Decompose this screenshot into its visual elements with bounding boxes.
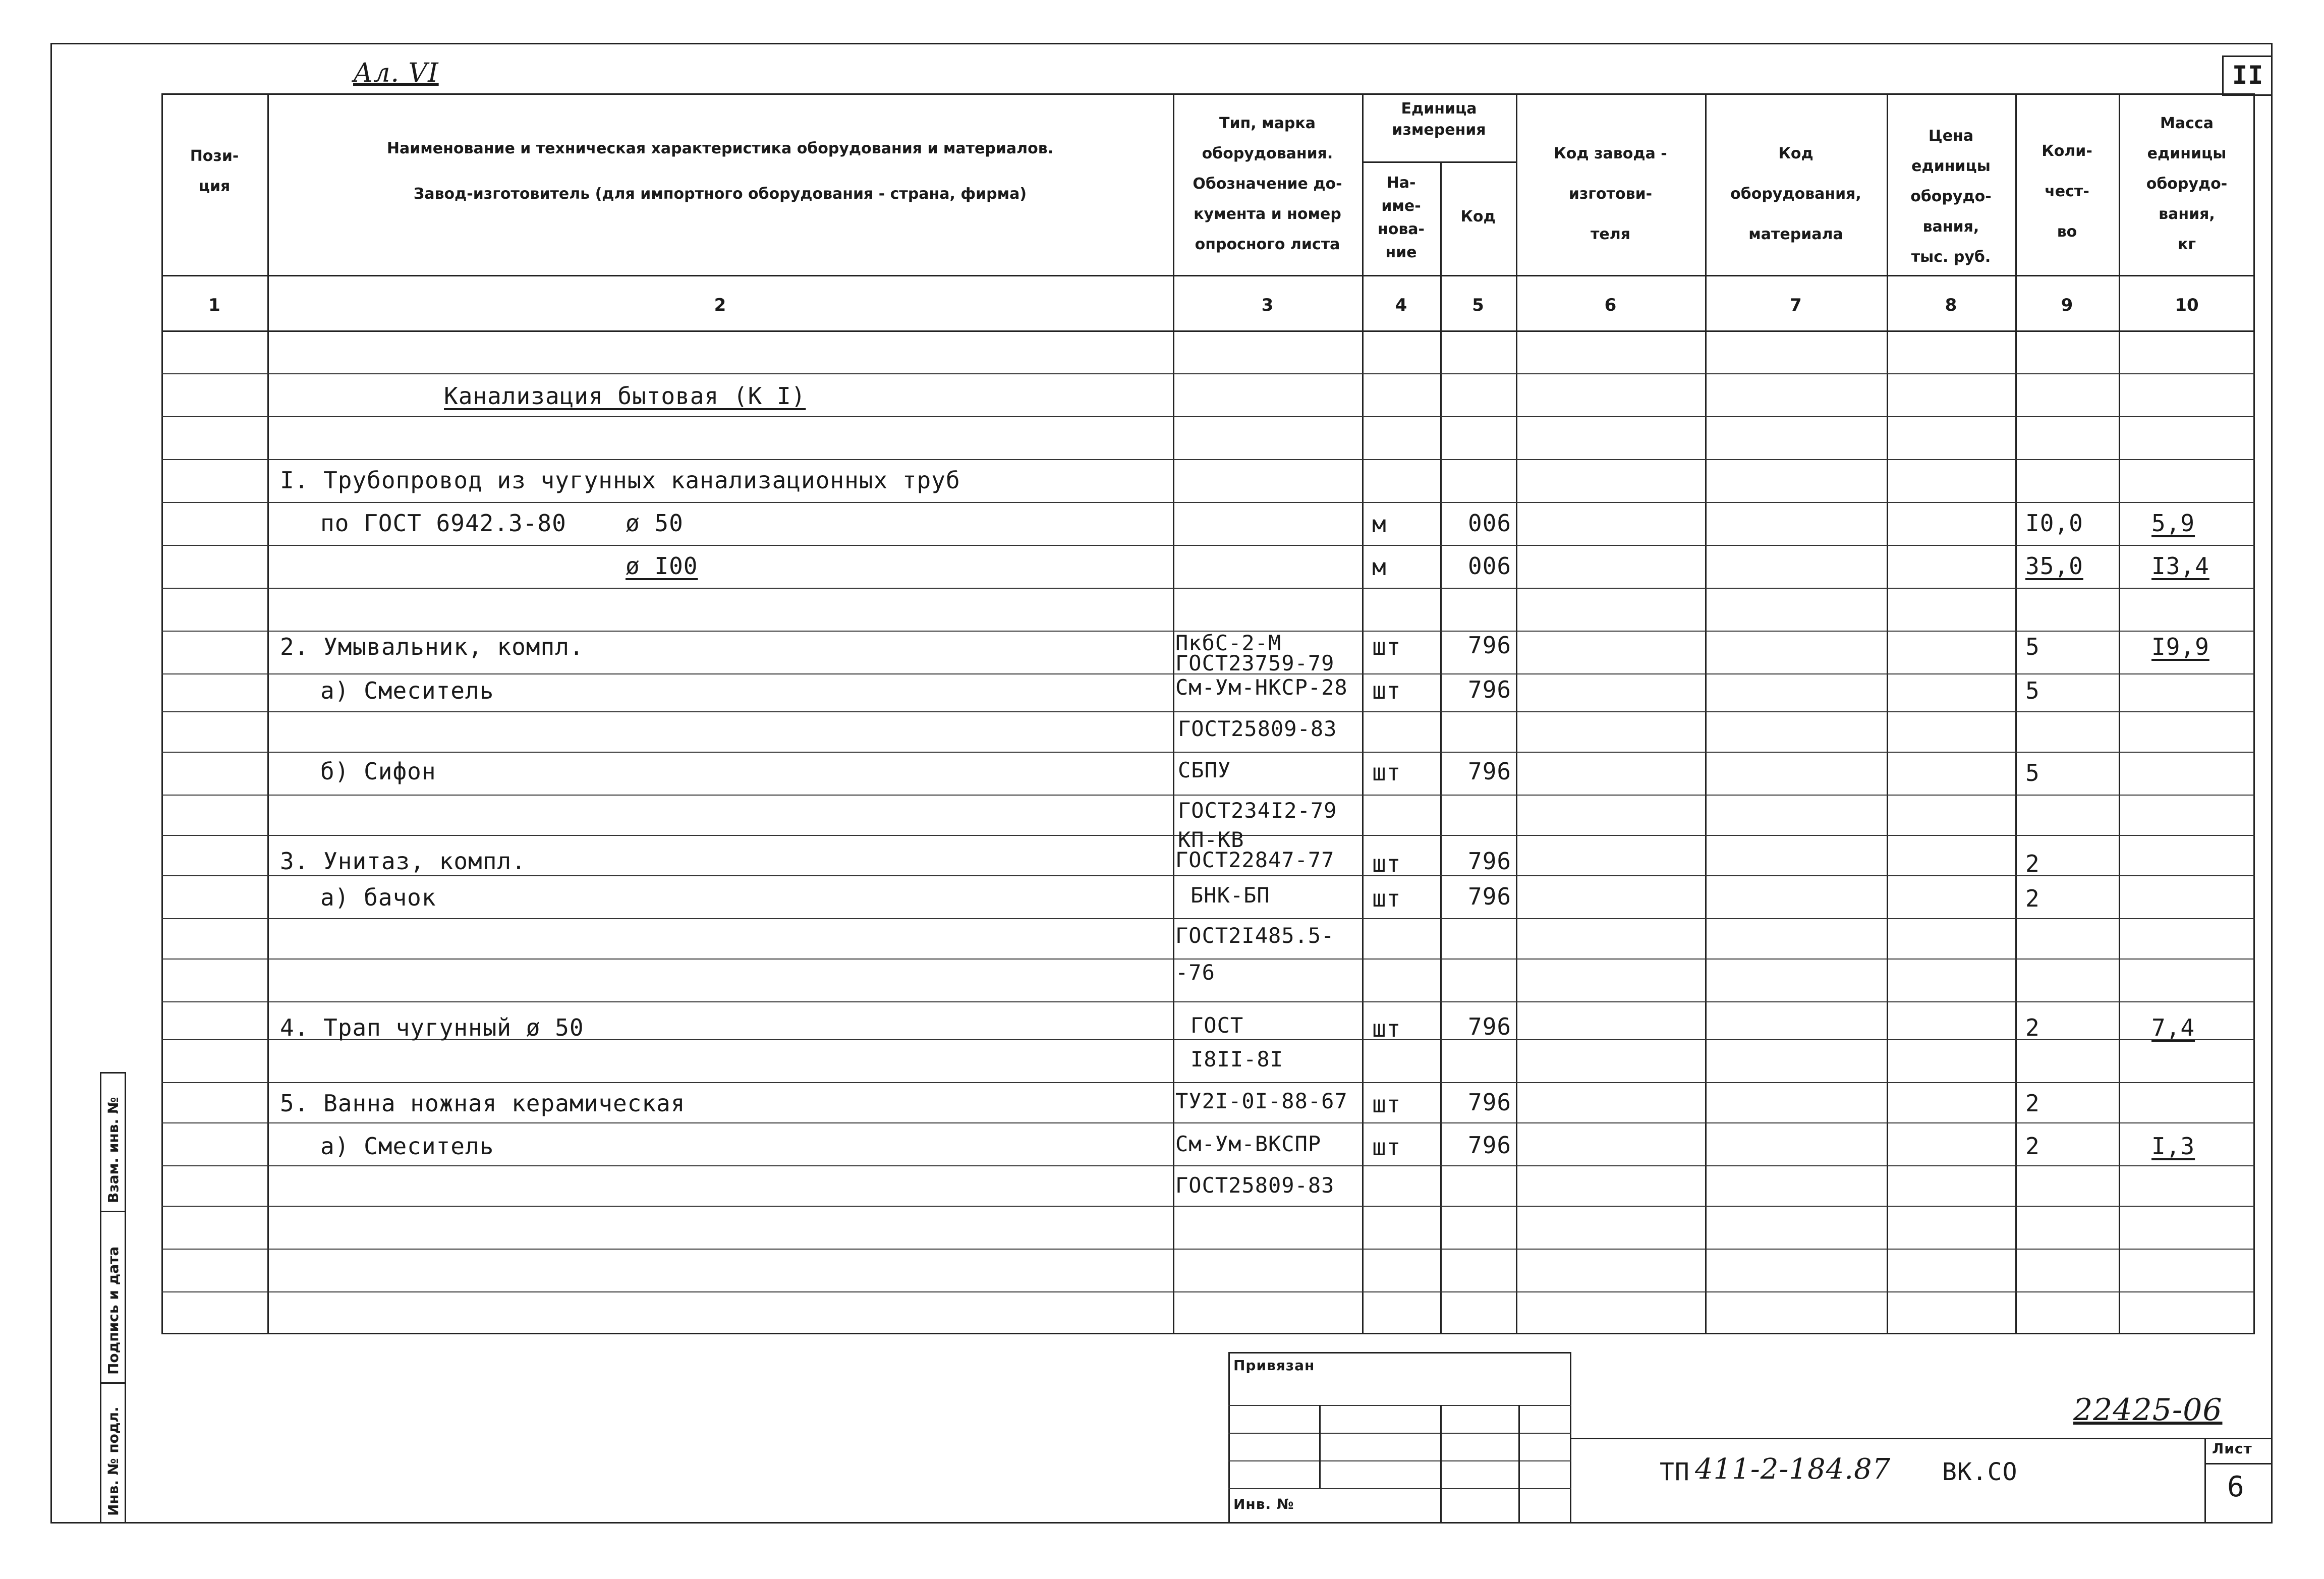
item-type: ГОСТ: [1191, 1013, 1244, 1038]
item-type: ГОСТ234I2-79: [1178, 798, 1337, 823]
header-unit-name: На- име- нова- ние: [1377, 174, 1425, 261]
item-quantity: I0,0: [2025, 510, 2083, 537]
item-quantity: 2: [2025, 1133, 2040, 1160]
item-type: КП-КВ: [1178, 827, 1244, 852]
item-unit-code: 796: [1468, 632, 1512, 659]
stamp-tied-label: Привязан: [1233, 1357, 1315, 1374]
col-number: 9: [2061, 295, 2073, 315]
item-type: БНК-БП: [1191, 883, 1270, 908]
item-quantity: 2: [2025, 1090, 2040, 1117]
item-type: ГОСТ2I485.5-: [1175, 923, 1335, 948]
header-price: Цена единицы оборудо- вания, тыс. руб.: [1910, 127, 1992, 266]
item-type: ГОСТ25809-83: [1175, 1173, 1335, 1198]
item-diameter: ø I00: [626, 552, 698, 580]
item-quantity: 5: [2025, 759, 2040, 786]
album-mark: Ал. VI: [353, 58, 439, 88]
item-quantity: 2: [2025, 1014, 2040, 1041]
item-unit: м: [1372, 553, 1387, 581]
item-unit-code: 796: [1468, 676, 1512, 703]
side-label-original: Инв. № подл.: [105, 1406, 122, 1516]
header-quantity: Коли- чест- во: [2042, 142, 2092, 241]
item-unit: шт: [1372, 1015, 1401, 1042]
col-number: 8: [1945, 295, 1957, 315]
col-number: 10: [2175, 295, 2199, 315]
item-name: а) Смеситель: [320, 677, 494, 704]
col-number: 1: [208, 295, 220, 315]
item-name: 5. Ванна ножная керамическая: [280, 1090, 686, 1117]
col-number: 7: [1790, 295, 1802, 315]
item-unit: шт: [1372, 759, 1401, 786]
item-type: ГОСТ25809-83: [1178, 716, 1337, 741]
item-unit: шт: [1372, 1091, 1401, 1118]
item-unit: шт: [1372, 677, 1401, 704]
item-quantity: 2: [2025, 885, 2040, 912]
header-equipment-code: Код оборудования, материала: [1730, 145, 1861, 243]
col-number: 2: [714, 295, 726, 315]
project-code: 411-2-184.87: [1695, 1453, 1891, 1486]
item-diameter: ø 50: [626, 510, 684, 537]
item-name: 3. Унитаз, компл.: [280, 848, 526, 875]
item-type: ТУ2I-0I-88-67: [1175, 1089, 1348, 1113]
col-number: 5: [1472, 295, 1484, 315]
item-quantity: 35,0: [2025, 552, 2083, 580]
col-number: 6: [1604, 295, 1617, 315]
item-mass: 5,9: [2151, 510, 2195, 537]
item-unit-code: 796: [1468, 883, 1512, 910]
item-name: I. Трубопровод из чугунных канализационных труб: [280, 467, 960, 494]
page-roman: II: [2232, 61, 2264, 90]
item-quantity: 2: [2025, 850, 2040, 877]
item-name: б) Сифон: [320, 758, 436, 785]
header-factory-code: Код завода - изготови- теля: [1554, 145, 1667, 243]
item-unit-code: 796: [1468, 1013, 1512, 1040]
item-unit: шт: [1372, 850, 1401, 877]
item-name: 4. Трап чугунный ø 50: [280, 1014, 584, 1041]
item-mass: I,3: [2151, 1133, 2195, 1160]
header-mass: Масса единицы оборудо- вания, кг: [2146, 115, 2228, 253]
doc-code: ВК.СО: [1942, 1458, 2018, 1486]
col-number: 4: [1395, 295, 1407, 315]
item-type-standard: ГОСТ23759-79: [1175, 651, 1335, 675]
item-name: а) Смеситель: [320, 1133, 494, 1160]
item-unit: шт: [1372, 885, 1401, 912]
item-unit-code: 796: [1468, 848, 1512, 875]
item-unit-code: 796: [1468, 1132, 1512, 1159]
sheet-label: Лист: [2212, 1440, 2252, 1457]
item-type: I8II-8I: [1191, 1047, 1284, 1072]
header-position: Пози- ция: [190, 147, 239, 195]
item-type: См-Ум-ВКСПР: [1175, 1132, 1322, 1156]
item-unit: шт: [1372, 633, 1401, 660]
item-mass: I9,9: [2151, 633, 2209, 660]
item-mass: 7,4: [2151, 1014, 2195, 1041]
item-type-standard: ГОСТ22847-77: [1175, 848, 1335, 872]
item-unit-code: 796: [1468, 758, 1512, 785]
doc-number: 22425-06: [2073, 1392, 2223, 1428]
header-unit-group: Единица измерения: [1392, 100, 1486, 139]
header-name: Наименование и техническая характеристика оборудования и материалов. Завод-изготовитель (для импортного оборудования - страна, фирма): [386, 140, 1054, 203]
side-label-signature: Подпись и дата: [105, 1246, 122, 1375]
item-unit-code: 006: [1468, 510, 1512, 537]
item-unit-code: 006: [1468, 552, 1512, 580]
side-label-replace: Взам. инв. №: [105, 1097, 122, 1203]
item-name: а) бачок: [320, 884, 436, 911]
item-type: СБПУ: [1178, 758, 1231, 782]
item-unit: м: [1372, 511, 1387, 538]
item-unit-code: 796: [1468, 1089, 1512, 1116]
header-unit-code: Код: [1460, 208, 1496, 225]
item-quantity: 5: [2025, 677, 2040, 704]
item-type: См-Ум-НКСР-28: [1175, 675, 1348, 700]
item-mass: I3,4: [2151, 552, 2209, 580]
stamp-inv-label: Инв. №: [1233, 1496, 1294, 1512]
header-type: Тип, марка оборудования. Обозначение до- кумента и номер опросного листа: [1193, 115, 1342, 253]
item-type: ПкбС-2-М: [1175, 631, 1282, 655]
sheet-number: 6: [2227, 1471, 2245, 1503]
project-prefix: ТП: [1660, 1458, 1690, 1486]
item-unit: шт: [1372, 1134, 1401, 1161]
col-number: 3: [1261, 295, 1274, 315]
item-type: -76: [1175, 960, 1215, 985]
item-quantity: 5: [2025, 633, 2040, 660]
item-name: по ГОСТ 6942.3-80: [320, 510, 566, 537]
item-name: 2. Умывальник, компл.: [280, 633, 584, 660]
section-title: Канализация бытовая (К I): [444, 382, 806, 410]
